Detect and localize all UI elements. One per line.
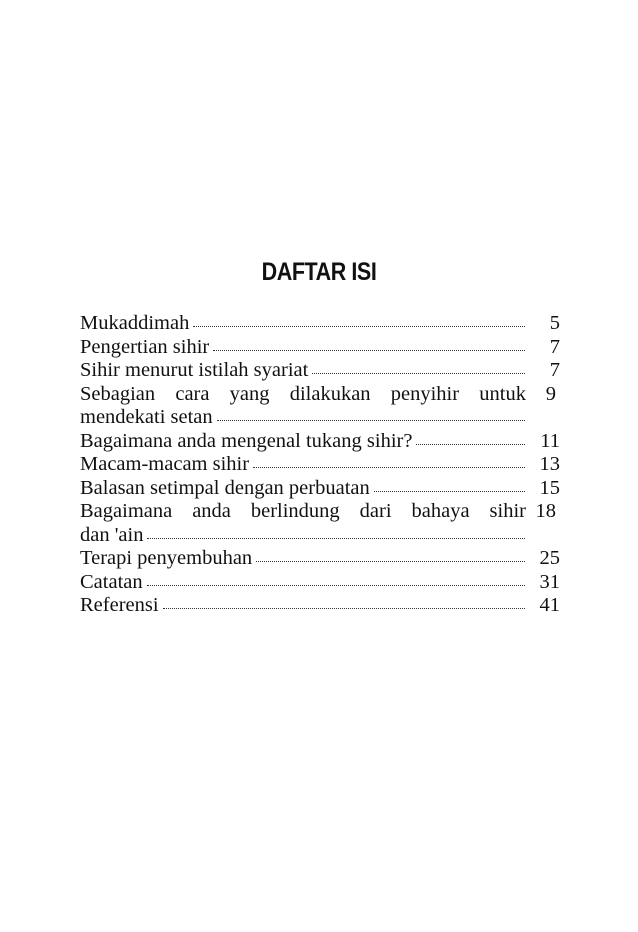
toc-entry-page: 15 <box>539 476 560 499</box>
toc-entry-sihir-menurut-syariat <box>80 359 560 383</box>
leader-dots <box>213 350 525 351</box>
leader-dots <box>147 585 525 586</box>
toc-entry-page: 7 <box>549 335 560 358</box>
toc-entry-macam-sihir <box>80 453 560 477</box>
toc-entry-label: Pengertian sihir <box>80 335 210 358</box>
toc-entry-label: Mukaddimah <box>80 312 190 334</box>
toc-entry-page: 9 <box>545 382 556 405</box>
toc-entry-label: Referensi <box>80 594 159 616</box>
toc-entry-label-line2: dan 'ain <box>80 523 144 546</box>
table-of-contents <box>80 312 560 618</box>
toc-entry-page: 11 <box>540 429 560 452</box>
leader-dots <box>217 420 525 421</box>
toc-entry-label-line1: Sebagian cara yang dilakukan penyihir untuk <box>80 382 526 405</box>
leader-dots <box>256 561 525 562</box>
toc-entry-balasan-setimpal <box>80 477 560 501</box>
toc-entry-label: Catatan <box>80 570 143 593</box>
leader-dots <box>312 373 525 374</box>
toc-entry-label-line1: Bagaimana anda berlindung dari bahaya sihir <box>80 500 526 522</box>
toc-entry-label: Terapi penyembuhan <box>80 547 253 569</box>
leader-dots <box>147 538 525 539</box>
toc-entry-page: 18 <box>535 500 556 522</box>
page-title: DAFTAR ISI <box>261 258 377 286</box>
leader-dots <box>163 608 525 609</box>
toc-entry-mukaddimah <box>80 312 560 336</box>
toc-entry-page: 7 <box>549 359 560 381</box>
leader-dots <box>253 467 525 468</box>
leader-dots <box>193 326 525 327</box>
toc-entry-berlindung <box>80 500 560 547</box>
leader-dots <box>416 444 525 445</box>
toc-entry-page: 5 <box>549 312 560 334</box>
toc-entry-terapi <box>80 547 560 571</box>
toc-entry-catatan <box>80 571 560 595</box>
toc-entry-page: 25 <box>539 547 560 569</box>
leader-dots <box>374 491 525 492</box>
toc-entry-mengenal-tukang-sihir <box>80 430 560 454</box>
toc-entry-label: Macam-macam sihir <box>80 453 250 475</box>
toc-entry-label: Sihir menurut istilah syariat <box>80 359 309 381</box>
toc-entry-label: Balasan setimpal dengan perbuatan <box>80 476 370 499</box>
toc-entry-label: Bagaimana anda mengenal tukang sihir? <box>80 429 413 452</box>
toc-entry-page: 31 <box>539 570 560 593</box>
toc-entry-page: 13 <box>539 453 560 475</box>
toc-entry-cara-penyihir <box>80 383 560 430</box>
toc-entry-referensi <box>80 594 560 618</box>
toc-entry-page: 41 <box>539 594 560 616</box>
toc-entry-pengertian-sihir <box>80 336 560 360</box>
toc-entry-label-line2: mendekati setan <box>80 406 213 428</box>
